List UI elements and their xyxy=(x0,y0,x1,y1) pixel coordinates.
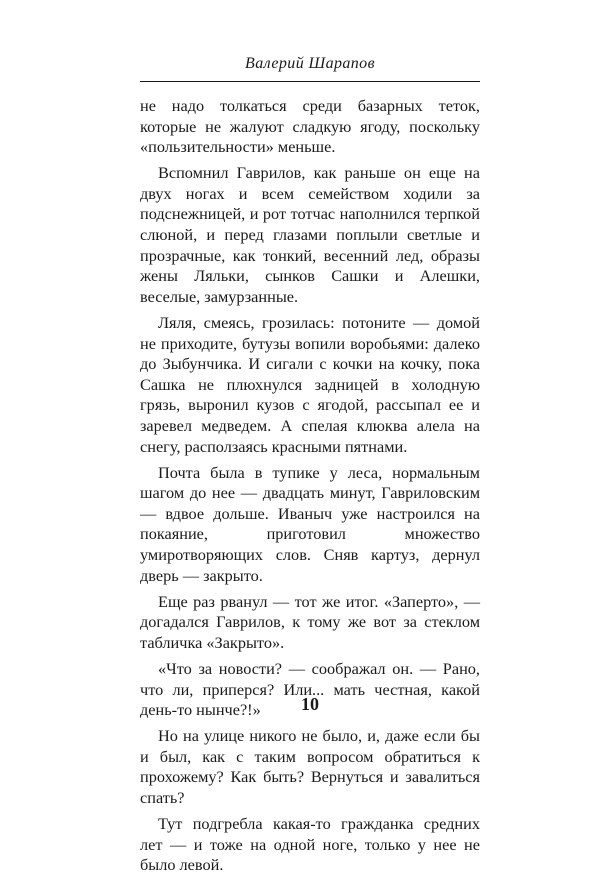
paragraph-3: Ляля, смеясь, грозилась: потоните — домой не приходите, бутузы вопили воробьями: далеко до Зыбунчика. И сигали с кочки на кочку, пока Сашка не плюхнулся задницей в холодную грязь, выронил кузов с ягодой, рассыпал ее и заревел медведем. А спелая клюква алела на снегу, расползаясь красными пятнами. xyxy=(140,312,480,456)
running-head-author: Валерий Шарапов xyxy=(245,55,375,72)
paragraph-1: не надо толкаться среди базарных теток, которые не жалуют сладкую ягоду, поскольку «пользительности» меньше. xyxy=(140,96,480,157)
paragraph-5: Еще раз рванул — тот же итог. «Заперто», — догадался Гаврилов, к тому же вот за стеклом табличка «Закрыто». xyxy=(140,591,480,652)
paragraph-2: Вспомнил Гаврилов, как раньше он еще на двух ногах и всем семейством ходили за подснежницей, и рот тотчас наполнился терпкой слюной, и перед глазами поплыли светлые и прозрачные, как тонкий, весенний лед, образы жены Ляльки, сынков Сашки и Алешки, веселые, замурзанные. xyxy=(140,163,480,306)
paragraph-8: Тут подгребла какая-то гражданка средних лет — и тоже на одной ноге, только у нее не было левой. xyxy=(140,814,480,875)
paragraph-6: «Что за новости? — соображал он. — Рано, что ли, приперся? Или... мать честная, какой день-то нынче?!» xyxy=(140,658,480,720)
paragraph-4: Почта была в тупике у леса, нормальным шагом до нее — двадцать минут, Гавриловским — вдвое дольше. Иваныч уже настроился на покаяние, приготовил множество умиротворяющих слов. Сняв картуз, дернул дверь — закрыто. xyxy=(140,462,480,585)
paragraph-7: Но на улице никого не было, и, даже если бы и был, как с таким вопросом обратиться к прохожему? Как быть? Вернуться и завалиться спать? xyxy=(140,726,480,807)
page-number: 10 xyxy=(301,694,319,714)
body-text xyxy=(140,96,480,881)
header-rule xyxy=(140,81,480,82)
